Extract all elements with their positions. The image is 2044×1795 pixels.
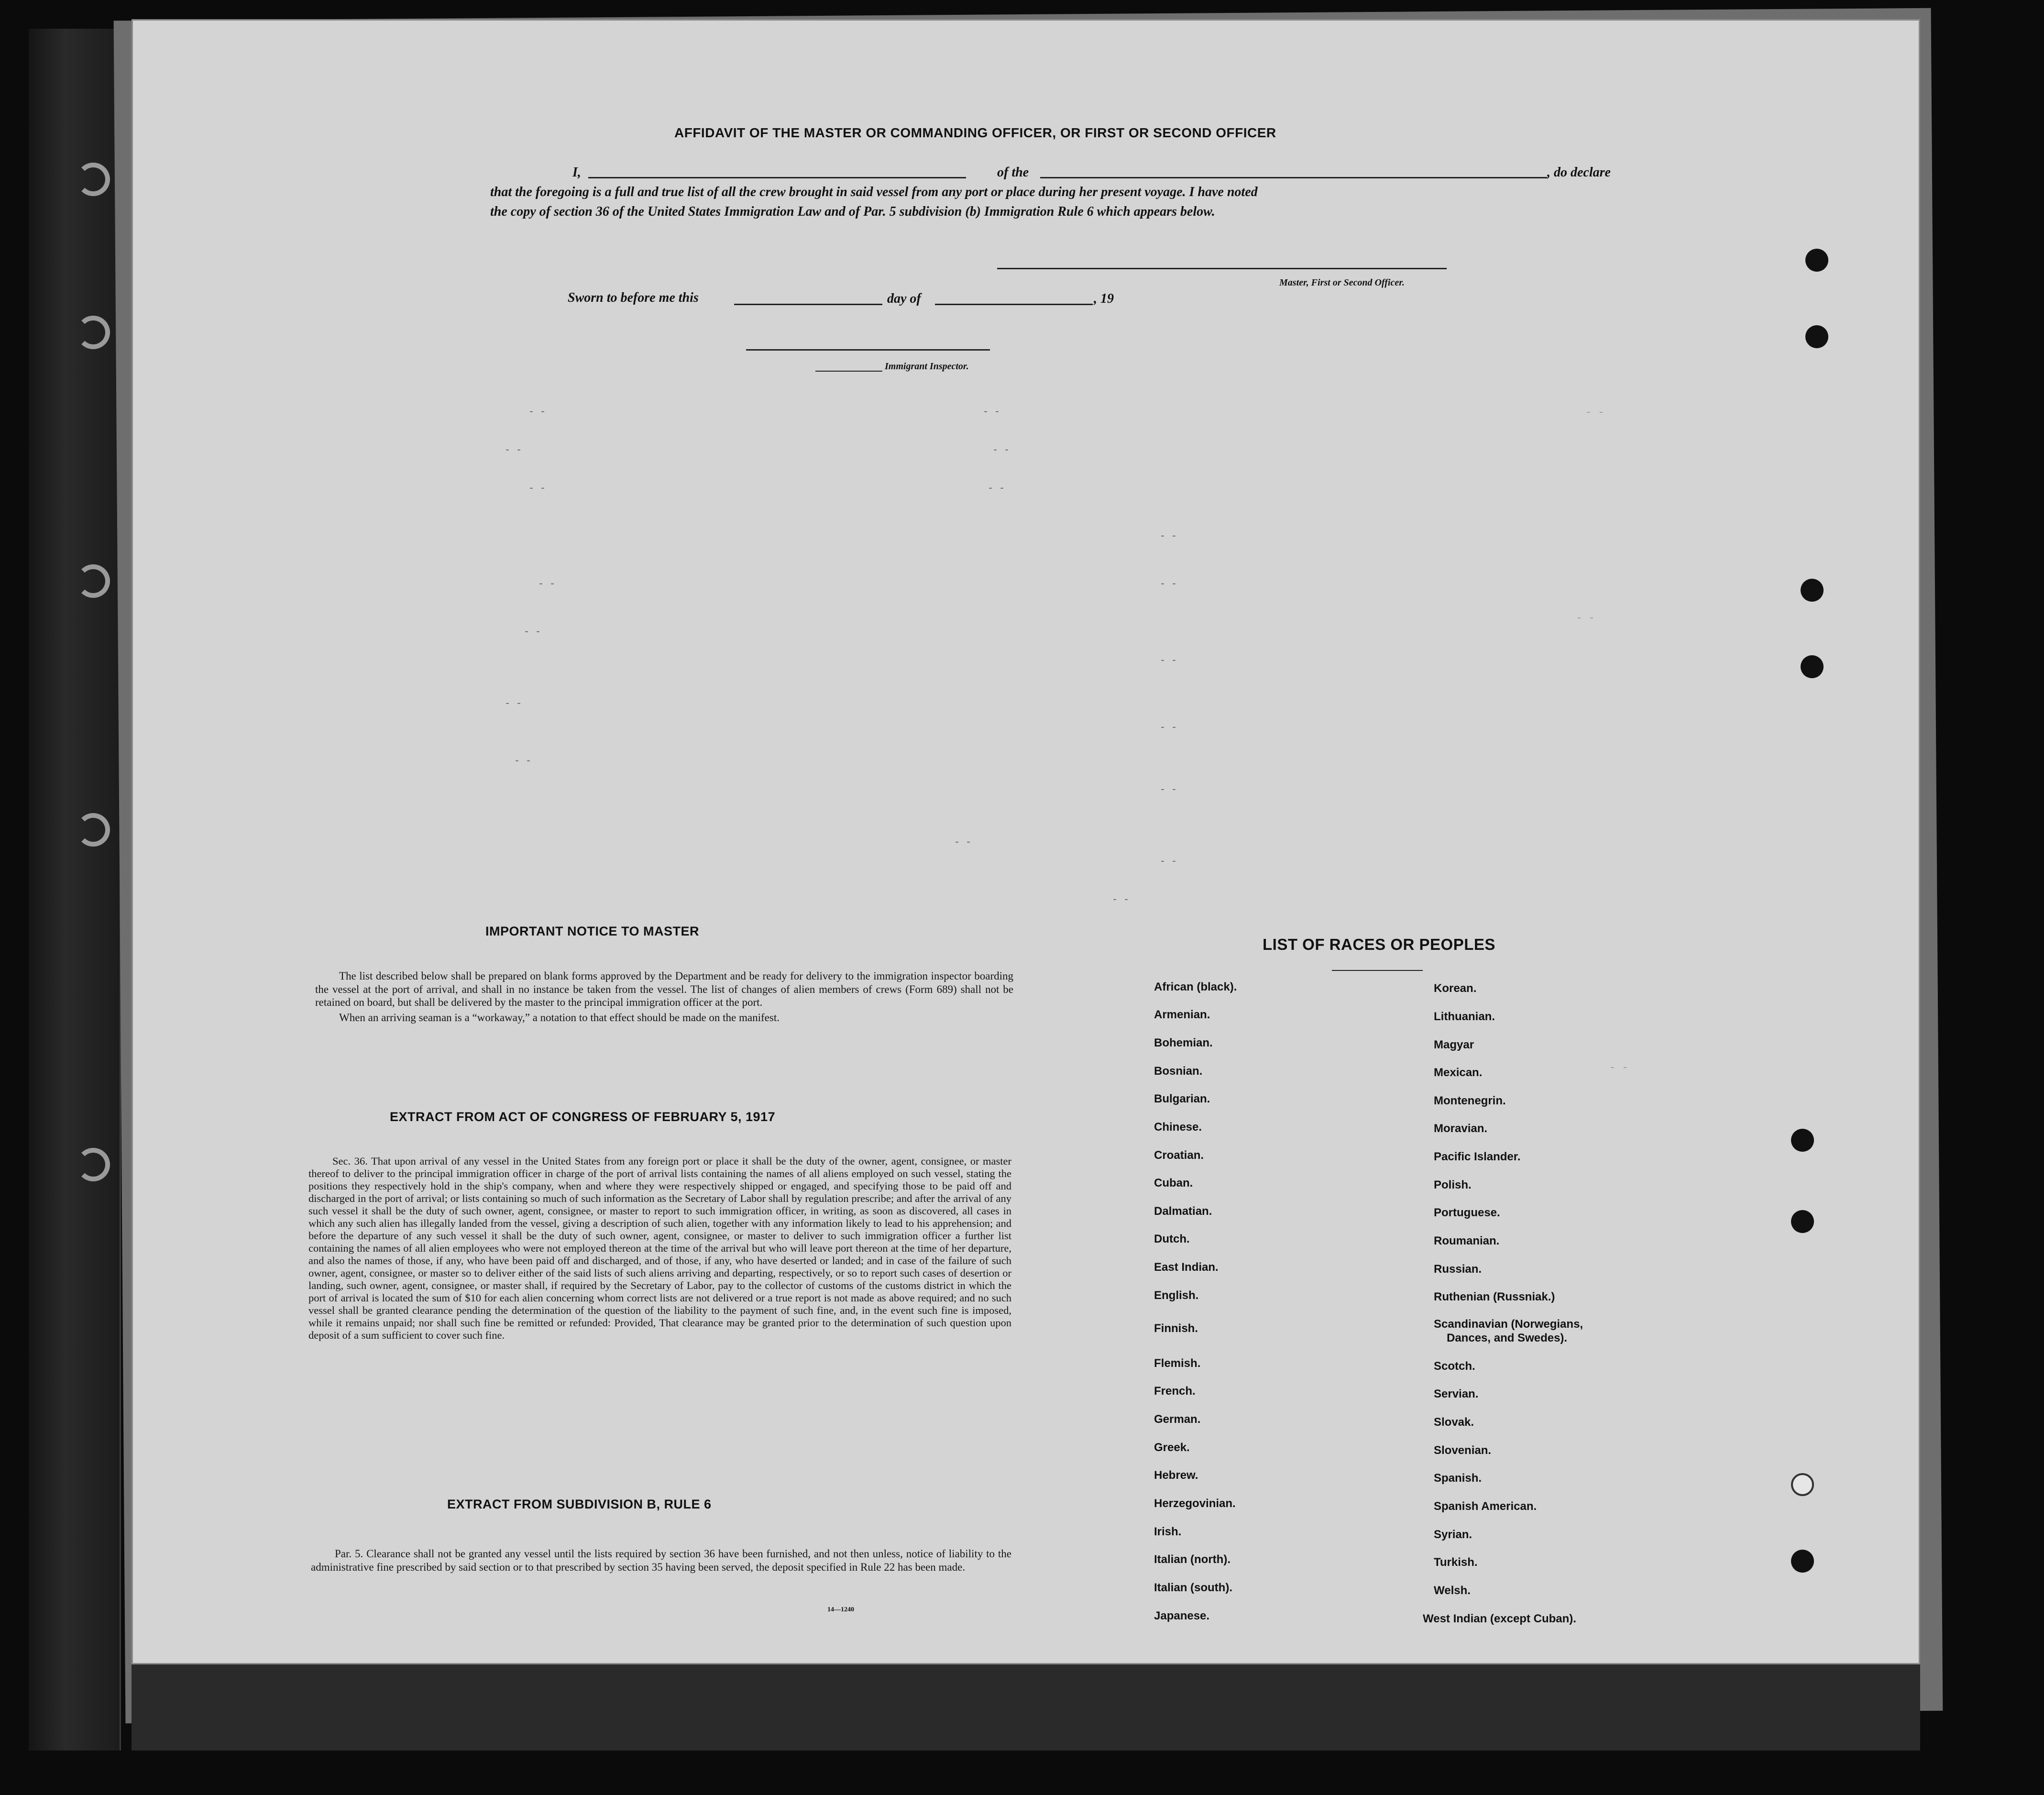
binder-ring	[77, 1148, 110, 1181]
signature-line	[997, 268, 1447, 269]
sworn-text: Sworn to before me this	[568, 290, 699, 305]
document-page	[132, 19, 1920, 1664]
punch-hole	[1805, 249, 1828, 272]
dash-mark: - -	[505, 445, 522, 456]
notice-paragraph-2: When an arriving seaman is a “workaway,” a notation to that effect should be made on the manifest.	[339, 1011, 780, 1024]
race-item: Slovenian.	[1434, 1444, 1492, 1457]
par-5-text: Par. 5. Clearance shall not be granted any vessel until the lists required by section 36 have been furnished, and not then unless, notice of liability to the administrative fine prescribed by said section or to that prescribed by section 35 having been served, the deposit specified in Rule 22 has been made.	[311, 1548, 1011, 1573]
race-item: Chinese.	[1154, 1121, 1202, 1134]
inspector-lead-line	[815, 371, 882, 372]
dash-mark: - -	[1160, 655, 1177, 666]
race-item: Syrian.	[1434, 1528, 1473, 1541]
race-item: African (black).	[1154, 980, 1237, 993]
signature-label: Master, First or Second Officer.	[1279, 277, 1405, 288]
affidavit-line2: that the foregoing is a full and true list of all the crew brought in said vessel from any port or place during her present voyage. I have noted	[490, 185, 1258, 199]
page-shadow	[132, 1664, 1920, 1751]
ghost-mark: - -	[1585, 407, 1604, 418]
race-item: Spanish.	[1434, 1472, 1482, 1485]
race-item: Cuban.	[1154, 1177, 1193, 1189]
race-item: Finnish.	[1154, 1322, 1198, 1335]
punch-hole	[1791, 1550, 1814, 1573]
dash-mark: - -	[528, 407, 546, 418]
extract-rule-title: EXTRACT FROM SUBDIVISION B, RULE 6	[447, 1497, 712, 1511]
race-item: Ruthenian (Russniak.)	[1434, 1290, 1555, 1303]
race-item: Russian.	[1434, 1263, 1482, 1276]
dash-mark: - -	[1160, 722, 1177, 733]
punch-hole	[1791, 1473, 1814, 1496]
race-item: Japanese.	[1154, 1609, 1210, 1622]
dash-mark: - -	[992, 445, 1010, 456]
punch-hole	[1801, 579, 1824, 602]
dash-mark: - -	[1160, 531, 1177, 542]
notice-paragraph-1: The list described below shall be prepared on blank forms approved by the Department and be ready for delivery to the immigration inspector boarding the vessel at the port of arrival, and shall in no instance be taken from the vessel. The list of changes of alien members of crews (Form 689) shall not be retained on board, but shall be delivered by the master to the principal immigration officer at the port.	[315, 970, 1013, 1008]
race-item: Servian.	[1434, 1388, 1479, 1400]
notice-title: IMPORTANT NOTICE TO MASTER	[485, 924, 699, 938]
race-item: Magyar	[1434, 1038, 1474, 1051]
ghost-mark: - -	[1609, 1062, 1628, 1074]
punch-hole	[1805, 325, 1828, 348]
binder-ring	[77, 813, 110, 847]
race-item: Spanish American.	[1434, 1500, 1537, 1513]
race-item: Welsh.	[1434, 1584, 1471, 1597]
race-item: English.	[1154, 1289, 1199, 1302]
section-36-text: Sec. 36. That upon arrival of any vessel in the United States from any foreign port or place it shall be the duty of the owner, agent, consignee, or master thereof to deliver to the principal immigration officer in charge of the port of arrival lists containing the names of all aliens employed on such vessel, stating the positions they respectively hold in the ship's company, when and where they were respectively shipped or engaged, and specifying those to be paid off and discharged in the port of arrival; or lists containing so much of such information as the Secretary of Labor shall by regulation prescribe; and after the arrival of any such vessel it shall be the duty of such owner, agent, consignee, or master to report to such immigration officer, in writing, as soon as discovered, all cases in which any such alien has illegally landed from the vessel, giving a description of such alien, together with any information likely to lead to his apprehension; and before the departure of any such vessel it shall be the duty of such owner, agent, consignee, or master to deliver to such immigration officer a further list containing the names of all alien employees who were not employed thereon at the time of the arrival but who will leave port thereon at the time of her departure, and also the names of those, if any, who have been paid off and discharged, and of those, if any, who have deserted or landed; and in case of the failure of such owner, agent, consignee, or master so to deliver either of the said lists of such aliens arriving and departing, respectively, or so to report such cases of desertion or landing, such owner, agent, consignee, or master shall, if required by the Secretary of Labor, pay to the collector of customs of the customs district in which the port of arrival is located the sum of $10 for each alien concerning whom correct lists are not delivered or a true report is not made as above required; and no such vessel shall be granted clearance pending the determination of the question of the liability to the payment of such fine, and, in the event such fine is imposed, while it remains unpaid; nor shall such fine be remitted or refunded: Provided, That clearance may be granted prior to the determination of such question upon deposit of a sum sufficient to cover such fine.	[308, 1155, 1011, 1341]
dash-mark: - -	[1112, 894, 1130, 905]
race-item: Scandinavian (Norwegians,	[1434, 1318, 1583, 1331]
race-item: Hebrew.	[1154, 1469, 1198, 1482]
race-item: Bulgarian.	[1154, 1092, 1210, 1105]
race-item: Mexican.	[1434, 1066, 1483, 1079]
extract-act-title: EXTRACT FROM ACT OF CONGRESS OF FEBRUARY 5, 1917	[390, 1110, 776, 1124]
race-item: Irish.	[1154, 1525, 1182, 1538]
binder-ring	[77, 163, 110, 196]
race-item: East Indian.	[1154, 1261, 1219, 1274]
race-item: Montenegrin.	[1434, 1094, 1506, 1107]
dash-mark: - -	[1160, 579, 1177, 590]
race-item: Greek.	[1154, 1441, 1190, 1454]
punch-hole	[1791, 1129, 1814, 1152]
extract-act-body	[308, 1155, 1011, 1342]
form-number: 14—1240	[827, 1606, 854, 1613]
race-item: Bohemian.	[1154, 1036, 1213, 1049]
race-item: German.	[1154, 1413, 1201, 1426]
race-item: Herzegovinian.	[1154, 1497, 1236, 1510]
race-item: Flemish.	[1154, 1357, 1201, 1370]
race-item: Lithuanian.	[1434, 1010, 1495, 1023]
dash-mark: - -	[538, 579, 556, 590]
punch-hole	[1791, 1210, 1814, 1233]
race-item: Italian (north).	[1154, 1553, 1231, 1566]
dash-mark: - -	[1160, 856, 1177, 867]
ghost-mark: - -	[1576, 612, 1595, 624]
race-item: Portuguese.	[1434, 1206, 1500, 1219]
race-item: Korean.	[1434, 982, 1477, 995]
race-item: Armenian.	[1154, 1008, 1210, 1021]
race-item: Pacific Islander.	[1434, 1150, 1521, 1163]
race-item: Scotch.	[1434, 1360, 1475, 1373]
sworn-month-blank	[935, 304, 1093, 305]
race-item: Turkish.	[1434, 1556, 1478, 1569]
races-title: LIST OF RACES OR PEOPLES	[1263, 936, 1495, 953]
vessel-blank-line	[1040, 177, 1547, 178]
sworn-year-label: , 19	[1094, 291, 1114, 306]
affidavit-line3: the copy of section 36 of the United States Immigration Law and of Par. 5 subdivision (b) Immigration Rule 6 which appears below.	[490, 204, 1215, 219]
inspector-label: Immigrant Inspector.	[885, 361, 969, 372]
race-item: Moravian.	[1434, 1122, 1488, 1135]
race-item: West Indian (except Cuban).	[1423, 1612, 1576, 1625]
affidavit-line1-mid: of the	[997, 165, 1029, 180]
name-blank-line	[588, 177, 966, 178]
dash-mark: - -	[983, 407, 1000, 418]
dash-mark: - -	[524, 627, 541, 638]
sworn-day-label: day of	[887, 291, 921, 306]
race-item: Bosnian.	[1154, 1065, 1203, 1078]
race-item: French.	[1154, 1385, 1196, 1398]
binder-strip	[29, 29, 121, 1751]
dash-mark: - -	[1160, 784, 1177, 795]
punch-hole	[1801, 655, 1824, 678]
sworn-day-blank	[734, 304, 882, 305]
race-item: Italian (south).	[1154, 1581, 1232, 1594]
dash-mark: - -	[505, 698, 522, 709]
extract-rule-body	[311, 1547, 1011, 1574]
binder-ring	[77, 316, 110, 349]
notice-body	[315, 969, 1013, 1024]
dash-mark: - -	[528, 483, 546, 494]
race-item: Dutch.	[1154, 1233, 1190, 1245]
race-item: Polish.	[1434, 1178, 1472, 1191]
race-item: Roumanian.	[1434, 1234, 1500, 1247]
inspector-signature-line	[746, 349, 990, 351]
binder-ring	[77, 564, 110, 598]
affidavit-title: AFFIDAVIT OF THE MASTER OR COMMANDING OFFICER, OR FIRST OR SECOND OFFICER	[674, 125, 1276, 140]
dash-mark: - -	[988, 483, 1005, 494]
race-item: Dalmatian.	[1154, 1205, 1212, 1218]
race-item: Croatian.	[1154, 1149, 1204, 1162]
races-title-underline	[1332, 970, 1423, 971]
race-item: Slovak.	[1434, 1416, 1474, 1429]
affidavit-line1-end: , do declare	[1547, 165, 1611, 180]
race-item: Dances, and Swedes).	[1447, 1332, 1568, 1344]
dash-mark: - -	[954, 837, 972, 848]
affidavit-line1-start: I,	[572, 165, 581, 180]
dash-mark: - -	[514, 756, 532, 767]
